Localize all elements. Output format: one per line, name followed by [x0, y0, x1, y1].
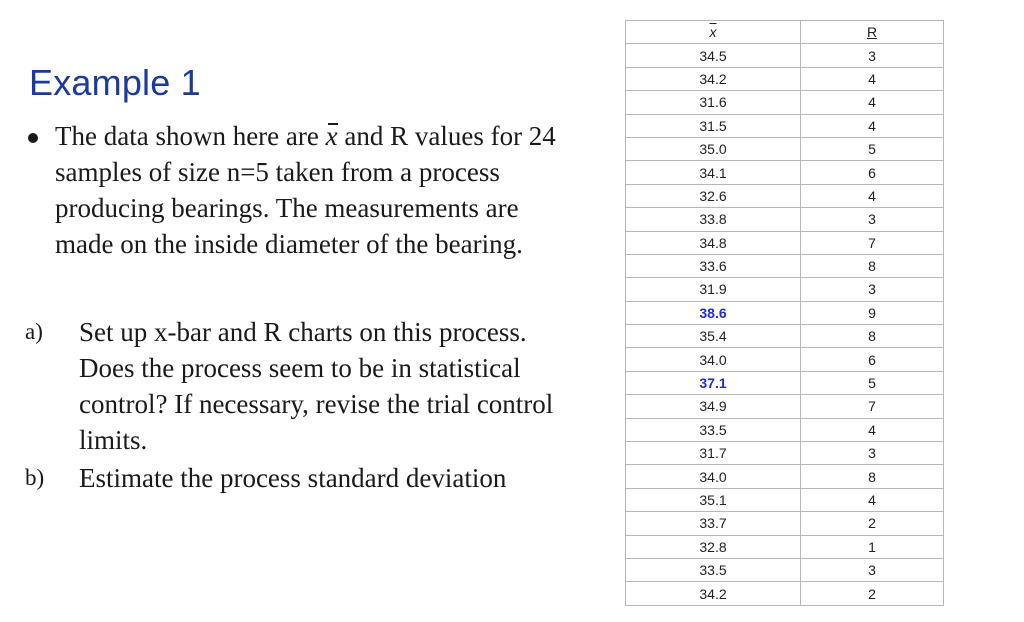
- question-label: a): [25, 319, 43, 344]
- cell-r: 6: [801, 161, 944, 184]
- cell-xbar: 34.8: [626, 231, 801, 254]
- table-row: [626, 278, 944, 301]
- cell-xbar: 33.6: [626, 254, 801, 277]
- table-row: [626, 465, 944, 488]
- table-row: [626, 488, 944, 511]
- table-row: [626, 442, 944, 465]
- table-row: [626, 582, 944, 605]
- table-row: [626, 161, 944, 184]
- cell-xbar: 34.1: [626, 161, 801, 184]
- table-row: [626, 371, 944, 394]
- cell-xbar: 34.5: [626, 44, 801, 67]
- table-row: [626, 512, 944, 535]
- table-row: [626, 325, 944, 348]
- cell-r: 8: [801, 325, 944, 348]
- table-row: [626, 184, 944, 207]
- cell-r: 4: [801, 184, 944, 207]
- table-row: [626, 114, 944, 137]
- table-row: [626, 395, 944, 418]
- cell-r: 2: [801, 512, 944, 535]
- cell-r: 7: [801, 231, 944, 254]
- cell-r: 4: [801, 114, 944, 137]
- question-text: Set up x-bar and R charts on this process. Does the process seem to be in statistical control? If necessary, revise the trial control limits.: [79, 317, 554, 455]
- cell-r: 9: [801, 301, 944, 324]
- cell-r: 3: [801, 208, 944, 231]
- bullet-text-post: and R values for 24 samples of size n=5 taken from a process producing bearings. The measurements are made on the inside diameter of the bearing.: [55, 121, 556, 259]
- bullet-text-pre: The data shown here are: [55, 121, 326, 151]
- table-row: [626, 137, 944, 160]
- cell-xbar: 34.9: [626, 395, 801, 418]
- table-row: [626, 535, 944, 558]
- cell-xbar: 35.4: [626, 325, 801, 348]
- table-row: [626, 91, 944, 114]
- question-text: Estimate the process standard deviation: [79, 463, 507, 493]
- cell-xbar: 32.6: [626, 184, 801, 207]
- table-header-row: [626, 21, 944, 44]
- table-row: [626, 301, 944, 324]
- cell-r: 3: [801, 558, 944, 581]
- cell-r: 8: [801, 465, 944, 488]
- header-xbar: $\overline{x}$: [626, 21, 801, 44]
- cell-r: 3: [801, 44, 944, 67]
- data-table: [625, 20, 944, 606]
- cell-r: 3: [801, 278, 944, 301]
- cell-xbar: 33.5: [626, 418, 801, 441]
- cell-r: 8: [801, 254, 944, 277]
- cell-xbar: 33.8: [626, 208, 801, 231]
- bullet-dot-icon: [28, 133, 38, 143]
- table-row: [626, 558, 944, 581]
- cell-r: 1: [801, 535, 944, 558]
- cell-xbar: 33.7: [626, 512, 801, 535]
- question-label: b): [25, 465, 45, 490]
- cell-xbar: 32.8: [626, 535, 801, 558]
- cell-xbar: 38.6: [626, 301, 801, 324]
- cell-xbar: 31.9: [626, 278, 801, 301]
- cell-xbar: 34.0: [626, 348, 801, 371]
- cell-xbar: 34.2: [626, 582, 801, 605]
- cell-r: 3: [801, 442, 944, 465]
- cell-xbar: 33.5: [626, 558, 801, 581]
- table-row: [626, 418, 944, 441]
- cell-r: 4: [801, 67, 944, 90]
- cell-xbar: 31.6: [626, 91, 801, 114]
- xbar-symbol: x: [326, 118, 338, 154]
- table-row: [626, 231, 944, 254]
- cell-xbar: 31.7: [626, 442, 801, 465]
- cell-r: 4: [801, 488, 944, 511]
- cell-xbar: 34.0: [626, 465, 801, 488]
- cell-xbar: 37.1: [626, 371, 801, 394]
- cell-xbar: 35.1: [626, 488, 801, 511]
- cell-r: 4: [801, 91, 944, 114]
- cell-r: 5: [801, 137, 944, 160]
- table-row: [626, 67, 944, 90]
- cell-r: 4: [801, 418, 944, 441]
- table-row: [626, 208, 944, 231]
- cell-xbar: 35.0: [626, 137, 801, 160]
- cell-r: 5: [801, 371, 944, 394]
- header-r: R: [801, 21, 944, 44]
- table-row: [626, 254, 944, 277]
- bullet-text: [55, 118, 575, 262]
- slide-title: Example 1: [29, 62, 201, 103]
- cell-r: 7: [801, 395, 944, 418]
- cell-xbar: 34.2: [626, 67, 801, 90]
- cell-xbar: 31.5: [626, 114, 801, 137]
- cell-r: 6: [801, 348, 944, 371]
- cell-r: 2: [801, 582, 944, 605]
- table-row: [626, 44, 944, 67]
- table-row: [626, 348, 944, 371]
